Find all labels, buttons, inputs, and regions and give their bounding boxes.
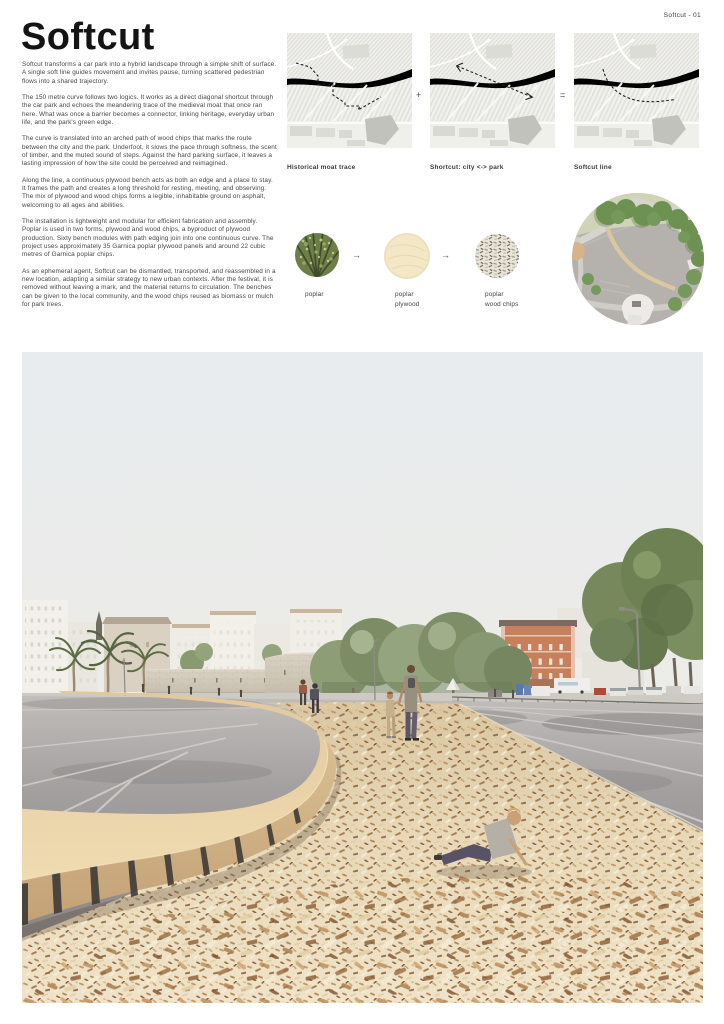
intro-paragraph-3: The curve is translated into an arched path of wood chips that marks the route between the city and the park. Underfoot, it slows the pace through softness, the scent of timber, and the muted sound of steps. Against the hard parking surface, it leaves a lasting impression of how the site could be perceived and reimagined. bbox=[22, 135, 277, 168]
map-image-softcut bbox=[574, 33, 699, 148]
material-label-poplar: poplar bbox=[305, 291, 324, 298]
intro-paragraph-2: The 150 metre curve follows two logics. It works as a direct diagonal shortcut through the car park and echoes the meandering trace of the medieval moat that once ran here. What was once a barrier becomes a connector, linking heritage, everyday urban life, and the park's green edge. bbox=[22, 93, 275, 126]
diagram-shortcut bbox=[430, 33, 555, 171]
process-arrow-1: → bbox=[352, 250, 361, 260]
diagram-caption-softcut: Softcut line bbox=[574, 164, 612, 171]
material-photo-poplar bbox=[295, 233, 339, 277]
intro-paragraph-6: As an ephemeral agent, Softcut can be dismantled, transported, and reassembled in a new location, adapting a similar strategy to new urban contexts. After the festival, it is removed without leaving a mark, and the material returns to circulation. The benches can be given to the local community, and the wood chips reused as biomass or mulch for park trees. bbox=[22, 267, 276, 308]
material-label-wood-chips: poplar wood chips bbox=[485, 291, 519, 308]
intro-paragraph-4: Along the line, a continuous plywood bench acts as both an edge and a place to stay. It frames the path and creates a long threshold for resting, meeting, and observing. The mix of plywood and wood chips forms a legible, inhabitable ground on asphalt, welcoming to all ages and abilities. bbox=[22, 176, 273, 209]
diagram-softcut-line bbox=[574, 33, 699, 171]
process-arrow-2: → bbox=[441, 250, 450, 260]
aerial-view-circle bbox=[572, 193, 704, 325]
intro-paragraph-5: The installation is lightweight and modular for efficient fabrication and assembly. Poplar is used in two forms, plywood and wood chips, a byproduct of plywood production. Sixty bench modules with path edging join into one continuous curve. The project uses approximately 35 Garnica poplar plywood panels and around 22 cubic metres of Garnica poplar chips. bbox=[22, 217, 274, 259]
material-photo-plywood bbox=[384, 233, 430, 279]
map-image-shortcut bbox=[430, 33, 555, 148]
intro-paragraph-1: Softcut transforms a car park into a hybrid landscape through a simple shift of surface. A single soft line guides movement and invites pause, turning scattered pedestrian flows into a shared trajectory. bbox=[22, 61, 277, 85]
page-number-label: Softcut - 01 bbox=[663, 12, 701, 19]
render-photo bbox=[22, 352, 703, 1003]
map-image-moat bbox=[287, 33, 412, 148]
diagram-historical-moat-trace bbox=[287, 33, 412, 171]
equals-operator: = bbox=[560, 90, 566, 100]
plus-operator: + bbox=[416, 90, 422, 100]
diagram-caption-shortcut: Shortcut: city <-> park bbox=[430, 164, 504, 171]
intro-text-column bbox=[22, 61, 278, 317]
page-title: Softcut bbox=[21, 16, 155, 58]
diagram-caption-moat: Historical moat trace bbox=[287, 164, 356, 171]
aerial-render bbox=[572, 193, 704, 325]
material-photo-wood-chips bbox=[475, 234, 519, 278]
material-label-plywood: poplar plywood bbox=[395, 291, 420, 308]
